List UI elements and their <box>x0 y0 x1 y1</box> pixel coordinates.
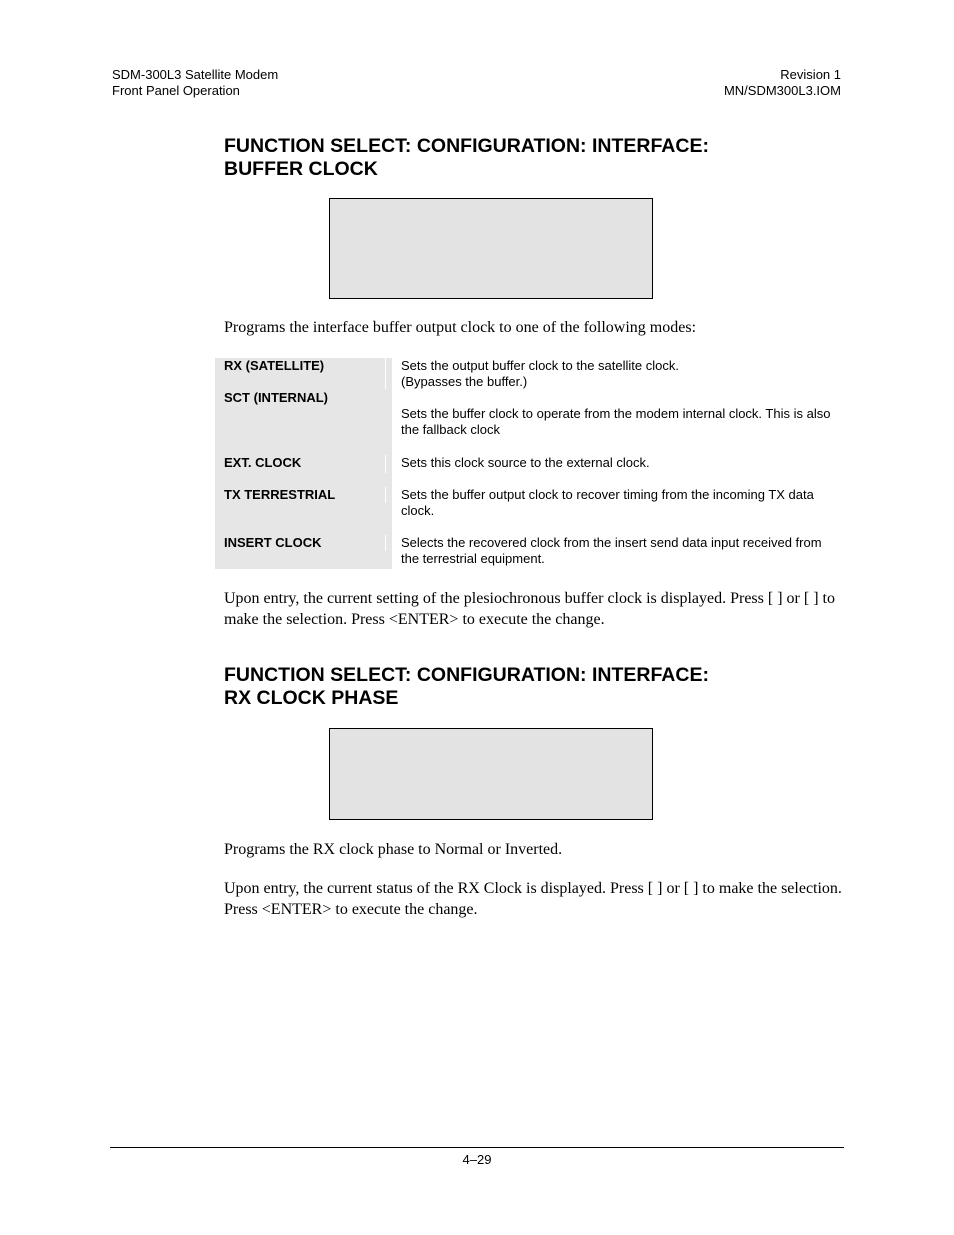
section-heading-rx-clock-phase <box>224 664 844 710</box>
table-divider <box>385 358 386 389</box>
option-desc-line: Sets the output buffer clock to the satellite clock. <box>401 358 679 373</box>
buffer-clock-intro: Programs the interface buffer output clock to one of the following modes: <box>224 319 697 336</box>
option-name-insert-clock: INSERT CLOCK <box>224 535 322 550</box>
front-panel-display-box <box>329 198 653 299</box>
option-desc-line: (Bypasses the buffer.) <box>401 374 528 389</box>
rx-clock-phase-usage: Upon entry, the current status of the RX Clock is displayed. Press [ ] or [ ] to make the selection. Press <ENTER> to execute the change. <box>224 880 842 918</box>
rx-clock-phase-intro: Programs the RX clock phase to Normal or Inverted. <box>224 841 563 858</box>
footer-rule <box>110 1147 844 1148</box>
table-divider <box>385 535 386 551</box>
section-heading-buffer-clock <box>224 135 844 181</box>
heading-line: RX CLOCK PHASE <box>224 687 399 709</box>
option-desc-sct-internal: Sets the buffer clock to operate from the modem internal clock. This is also the fallback clock <box>401 406 831 437</box>
option-desc-rx-satellite <box>401 358 841 390</box>
buffer-clock-usage: Upon entry, the current setting of the plesiochronous buffer clock is displayed. Press [ ] or [ ] to make the selection. Press <ENTER> to execute the change. <box>224 590 835 628</box>
header-product-title: SDM-300L3 Satellite Modem <box>112 67 279 82</box>
option-name-ext-clock: EXT. CLOCK <box>224 455 302 470</box>
option-desc-insert-clock: Selects the recovered clock from the insert send data input received from the terrestrial equipment. <box>401 535 822 566</box>
option-desc-tx-terrestrial: Sets the buffer output clock to recover timing from the incoming TX data clock. <box>401 487 814 518</box>
option-name-sct-internal: SCT (INTERNAL) <box>224 390 328 405</box>
page-header-left <box>112 67 278 99</box>
heading-line: FUNCTION SELECT: CONFIGURATION: INTERFACE: <box>224 135 709 157</box>
option-name-tx-terrestrial: TX TERRESTRIAL <box>224 487 336 502</box>
table-divider <box>385 455 386 473</box>
heading-line: FUNCTION SELECT: CONFIGURATION: INTERFACE: <box>224 664 709 686</box>
option-desc-ext-clock: Sets this clock source to the external clock. <box>401 455 650 470</box>
option-name-rx-satellite: RX (SATELLITE) <box>224 358 325 373</box>
front-panel-display-box <box>329 728 653 820</box>
table-divider <box>385 487 386 503</box>
header-chapter-title: Front Panel Operation <box>112 83 240 98</box>
page-number: 4–29 <box>462 1152 492 1167</box>
header-document-number: MN/SDM300L3.IOM <box>723 83 841 98</box>
header-revision: Revision 1 <box>780 67 841 82</box>
heading-line: BUFFER CLOCK <box>224 158 378 180</box>
page-header-right <box>724 67 841 99</box>
